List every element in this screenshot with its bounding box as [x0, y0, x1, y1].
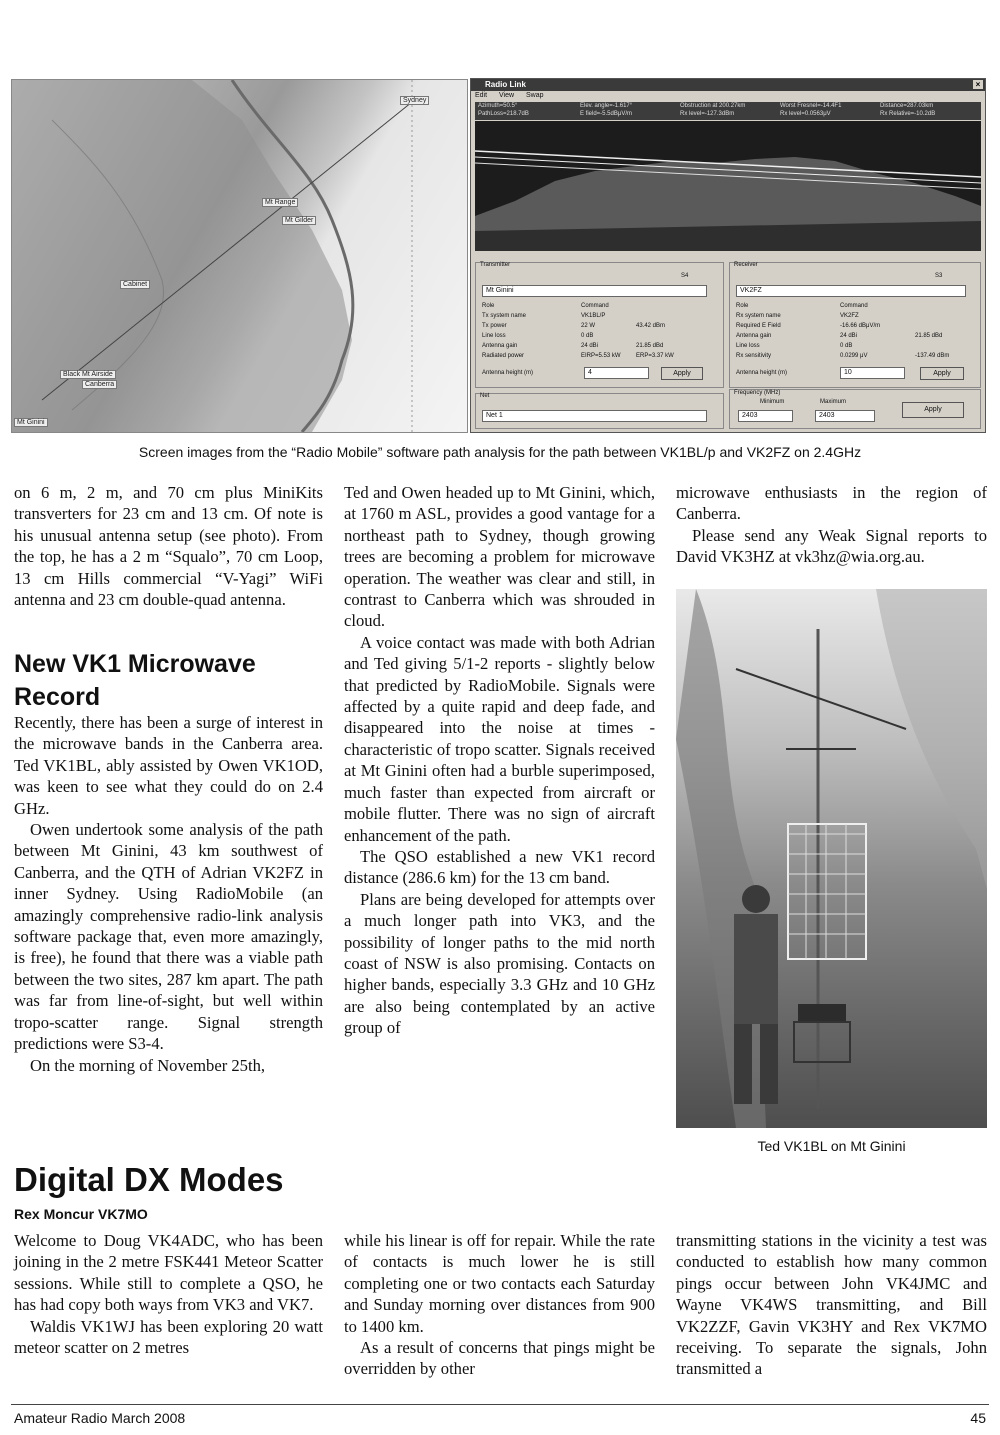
map-label-black-mt: Black Mt Airside — [60, 370, 116, 379]
frequency-max-label: Maximum — [820, 399, 847, 405]
section-heading-digital-dx: Digital DX Modes — [14, 1161, 284, 1198]
col1-paragraph: on 6 m, 2 m, and 70 cm plus MiniKits transverters for 23 cm and 13 cm. Of note is his unusual antenna setup (see photo). From the top, he has a 2 m “Squalo”, 70 cm Loop, 13 cm Hills commercial “V-Yagi” WiFi antenna and 23 cm double-quad antenna. — [14, 483, 323, 610]
info-distance: Distance=287.03km — [880, 103, 934, 109]
map-figure — [11, 79, 468, 433]
col1-paragraph: On the morning of November 25th, — [30, 1055, 266, 1075]
info-rxlevel: Rx level=-127.3dBm — [680, 111, 735, 117]
receiver-level: S3 — [935, 273, 943, 279]
rx-row-label: Line loss — [736, 343, 760, 349]
tx-row-value: 22 W — [581, 323, 596, 329]
footer-rule — [11, 1404, 989, 1405]
menubar — [471, 91, 985, 101]
column-2 — [344, 482, 655, 1039]
frequency-apply-button[interactable]: Apply — [902, 402, 964, 418]
s2-paragraph: Welcome to Doug VK4ADC, who has been joining in the 2 metre FSK441 Meteor Scatter sessions. While still to complete a QSO, he has had copy both ways from VK3 and VK7. — [14, 1231, 323, 1315]
receiver-panel — [729, 262, 981, 388]
col2-paragraph: The QSO established a new VK1 record distance (286.6 km) for the 13 cm band. — [344, 846, 655, 888]
rx-row-label: Antenna gain — [736, 333, 772, 339]
col2-paragraph: Plans are being developed for attempts over a much longer path into VK3, and the possibility of longer paths to the mid north coast of NSW is also promising. Contacts on higher bands, especially 3.3 GHz and 10 GHz are also being contemplated by an active group of — [344, 889, 655, 1038]
byline: Rex Moncur VK7MO — [14, 1206, 148, 1222]
column-3 — [676, 482, 987, 568]
col3-paragraph: microwave enthusiasts in the region of Canberra. — [676, 483, 987, 524]
tx-row-label: Line loss — [482, 333, 506, 339]
photo-ted-on-mt-ginini — [676, 589, 987, 1128]
info-elev: Elev. angle=-1.617° — [580, 103, 633, 109]
section-heading-microwave: New VK1 Microwave Record — [14, 650, 256, 711]
tx-row-value: EIRP=5.53 kW — [581, 353, 621, 359]
frequency-min-input[interactable]: 2403 — [738, 410, 793, 422]
tx-antenna-height-label: Antenna height (m) — [482, 370, 534, 376]
menu-edit[interactable]: Edit — [475, 92, 488, 99]
tx-row-value: 0 dB — [581, 333, 594, 339]
tx-apply-button[interactable]: Apply — [661, 367, 703, 380]
menu-swap[interactable]: Swap — [526, 92, 544, 99]
tx-row-value: 24 dBi — [581, 343, 599, 349]
col1-paragraph: Recently, there has been a surge of interest in the microwave bands in the Canberra area. Ted VK1BL, ably assisted by Owen VK1OD, was keen to see what they could do on 2.4 GHz. — [14, 713, 323, 818]
tx-row-extra: 21.85 dBd — [636, 343, 664, 349]
rx-row-extra: -137.49 dBm — [915, 353, 950, 359]
info-efield: E field=-5.5dBμV/m — [580, 111, 632, 117]
map-label-mt-range: Mt Range — [262, 198, 298, 207]
section2-column-1 — [14, 1230, 323, 1358]
rx-antenna-height-label: Antenna height (m) — [736, 370, 788, 376]
map-terrain — [12, 80, 467, 432]
map-label-mt-gilder: Mt Gilder — [282, 216, 316, 225]
rx-apply-button[interactable]: Apply — [920, 367, 964, 380]
tx-row-value: Command — [581, 303, 609, 309]
rx-row-label: Rx sensitivity — [736, 353, 772, 359]
tx-row-value: VK1BL/P — [581, 313, 606, 319]
net-select[interactable]: Net 1 — [482, 410, 707, 422]
receiver-site-select[interactable]: VK2FZ — [736, 285, 966, 297]
frequency-panel — [729, 389, 981, 429]
rx-row-value: -16.66 dBμV/m — [840, 323, 881, 329]
rx-row-label: Rx system name — [736, 313, 781, 319]
map-label-canberra: Canberra — [82, 380, 117, 389]
frequency-heading: Frequency (MHz) — [734, 390, 781, 396]
tx-row-label: Role — [482, 303, 495, 309]
col1-paragraph: Owen undertook some analysis of the path between Mt Ginini, 43 km southwest of Canberra, and the QTH of Adrian VK2FZ in inner Sydney. Using RadioMobile (an amazingly comprehensive radio-link analysis software package that, even more amazingly, is free), he found that there was a viable path between the two sites, 287 km apart. The path was far from line-of-sight, but well within tropo-scatter range. Signal strength predictions were S3-4. — [14, 820, 323, 1054]
window-title: Radio Link — [485, 80, 526, 89]
close-icon[interactable]: × — [973, 80, 983, 89]
info-azimuth: Azimuth=50.5° — [478, 103, 518, 109]
column-1 — [14, 482, 323, 610]
tx-row-extra: 43.42 dBm — [636, 323, 666, 329]
receiver-heading: Receiver — [734, 262, 758, 268]
info-obstruction: Obstruction at 200.27km — [680, 103, 746, 109]
s2-paragraph: while his linear is off for repair. While the rate of contacts is much lower he is still completing one or two contacts each Saturday and Sunday morning over distances from 900 to 1400 km. — [344, 1231, 655, 1336]
transmitter-level: S4 — [681, 273, 689, 279]
window-titlebar — [471, 79, 985, 91]
figure-caption: Screen images from the “Radio Mobile” software path analysis for the path between VK1BL/p and VK2FZ on 2.4GHz — [138, 444, 862, 460]
rx-row-label: Role — [736, 303, 749, 309]
rx-row-value: Command — [840, 303, 868, 309]
col2-paragraph: Ted and Owen headed up to Mt Ginini, which, at 1760 m ASL, provides a good vantage for a northeast path to Sydney, though growing trees are becoming a problem for microwave operation. The weather was clear and still, in contrast to Canberra which was shrouded in cloud. — [344, 483, 655, 631]
rx-row-value: VK2FZ — [840, 313, 859, 319]
info-rxrel: Rx Relative=-10.2dB — [880, 111, 936, 117]
info-fresnel: Worst Fresnel=-14.4F1 — [780, 103, 842, 109]
col2-paragraph: A voice contact was made with both Adrian and Ted giving 5/1-2 reports - slightly below that predicted by RadioMobile. Signals were affected by a quite rapid and deep fade, and disappeared into the noise at times - characteristic of tropo scatter. Signals received at Mt Ginini often had a burble superimposed, much faster than expected from aircraft or mobile flutter. There was no sign of aircraft enhancement of the path. — [344, 632, 655, 845]
rx-row-value: 0.0299 μV — [840, 353, 868, 359]
rx-row-extra: 21.85 dBd — [915, 333, 943, 339]
tx-row-label: Radiated power — [482, 353, 525, 359]
net-heading: Net — [480, 393, 490, 399]
s2-paragraph: As a result of concerns that pings might be overridden by other — [344, 1338, 655, 1379]
map-label-mt-ginini: Mt Ginini — [14, 418, 48, 427]
tx-row-label: Tx power — [482, 323, 507, 329]
net-panel — [475, 393, 724, 429]
photo-graphic — [676, 589, 987, 1128]
transmitter-site-select[interactable]: Mt Ginini — [482, 285, 707, 297]
rx-antenna-height-input[interactable]: 10 — [840, 367, 905, 379]
column-1-body — [14, 712, 323, 1076]
path-profile-plot — [475, 121, 981, 251]
rx-row-value: 24 dBi — [840, 333, 858, 339]
menu-view[interactable]: View — [499, 92, 515, 99]
link-info-bar — [475, 102, 981, 120]
tx-row-label: Tx system name — [482, 313, 527, 319]
tx-row-extra: ERP=3.37 kW — [636, 353, 674, 359]
col3-paragraph: Please send any Weak Signal reports to David VK3HZ at vk3hz@wia.org.au. — [676, 525, 987, 567]
info-rxlevel-uv: Rx level=0.0563μV — [780, 111, 831, 117]
footer-publication: Amateur Radio March 2008 — [14, 1410, 186, 1426]
s2-paragraph: Waldis VK1WJ has been exploring 20 watt meteor scatter on 2 metres — [14, 1316, 323, 1358]
tx-antenna-height-input[interactable]: 4 — [584, 367, 649, 379]
s2-paragraph: transmitting stations in the vicinity a test was conducted to establish how many common pings occur between John VK4JMC and Wayne VK4WS transmitting, and Bill VK2ZZF, Gavin VK3HY and Rex VK7MO receiving. To separate the signals, John transmitted a — [676, 1231, 987, 1379]
map-label-cabinet: Cabinet — [120, 280, 150, 289]
tx-row-label: Antenna gain — [482, 343, 518, 349]
footer-page-number: 45 — [970, 1410, 986, 1426]
photo-caption: Ted VK1BL on Mt Ginini — [757, 1138, 906, 1154]
profile-graphic — [475, 121, 981, 251]
radio-link-window — [470, 78, 986, 433]
section2-column-2 — [344, 1230, 655, 1380]
info-pathloss: PathLoss=218.7dB — [478, 111, 529, 117]
section2-column-3 — [676, 1230, 987, 1380]
rx-row-label: Required E Field — [736, 323, 781, 329]
transmitter-panel — [475, 262, 724, 388]
transmitter-heading: Transmitter — [480, 262, 511, 268]
rx-row-value: 0 dB — [840, 343, 853, 349]
map-label-sydney: Sydney — [400, 96, 429, 105]
frequency-min-label: Minimum — [760, 399, 785, 405]
frequency-max-input[interactable]: 2403 — [815, 410, 875, 422]
